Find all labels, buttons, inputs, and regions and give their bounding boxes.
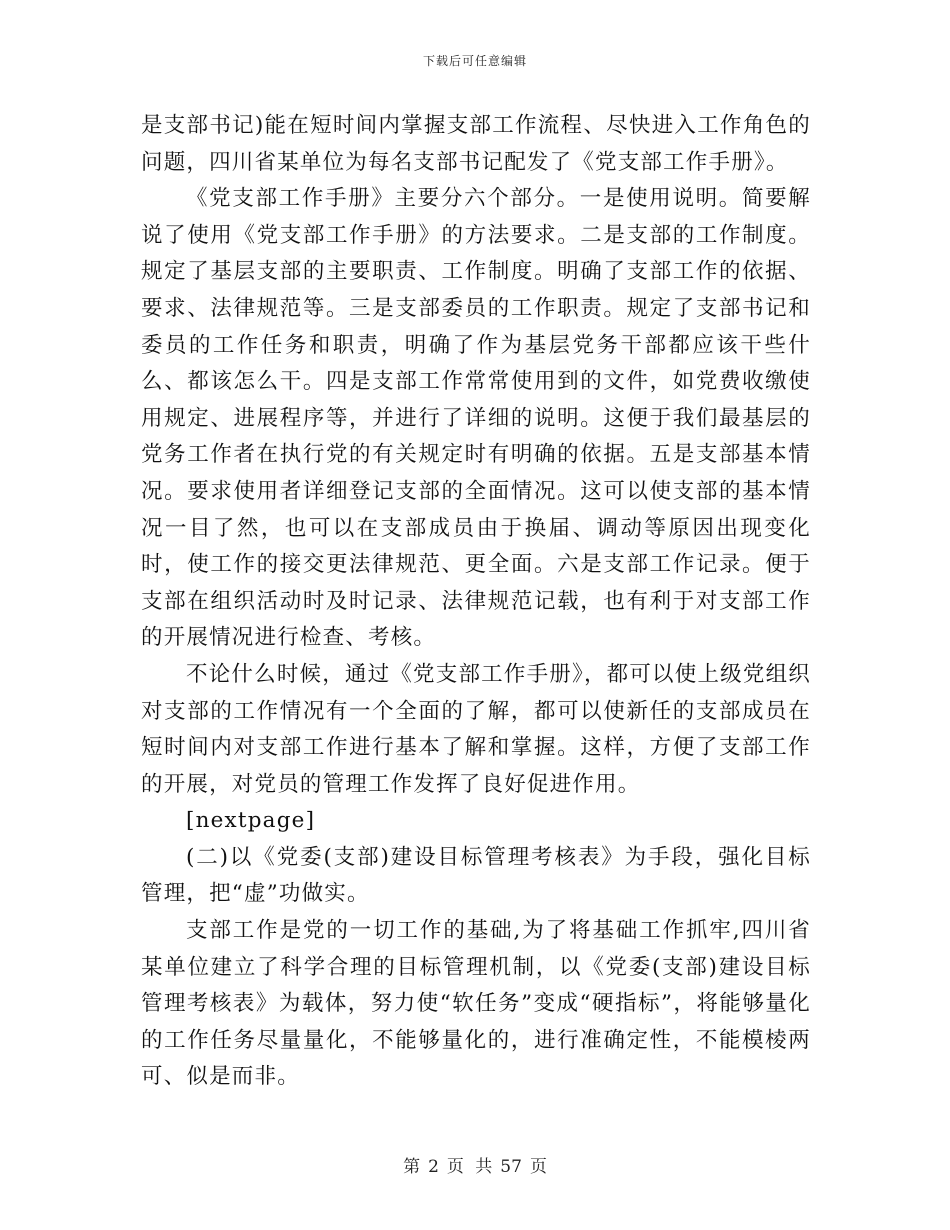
footer-middle: 页 共 (446, 1157, 493, 1177)
page-footer (0, 1152, 950, 1177)
paragraph-2: 《党支部工作手册》主要分六个部分。一是使用说明。简要解说了使用《党支部工作手册》的方法要求。二是支部的工作制度。规定了基层支部的主要职责、工作制度。明确了支部工作的依据、要求、法律规范等。三是支部委员的工作职责。规定了支部书记和委员的工作任务和职责，明确了作为基层党务干部都应该干些什么、都该怎么干。四是支部工作常常使用到的文件，如党费收缴使用规定、进展程序等，并进行了详细的说明。这便于我们最基层的党务工作者在执行党的有关规定时有明确的依据。五是支部基本情况。要求使用者详细登记支部的全面情况。这可以使支部的基本情况一目了然，也可以在支部成员由于换届、调动等原因出现变化时，使工作的接交更法律规范、更全面。六是支部工作记录。便于支部在组织活动时及时记录、法律规范记载，也有利于对支部工作的开展情况进行检查、考核。 (141, 186, 811, 651)
paragraph-1: 是支部书记)能在短时间内掌握支部工作流程、尽快进入工作角色的问题，四川省某单位为每名支部书记配发了《党支部工作手册》。 (141, 113, 811, 175)
footer-total-pages: 57 (500, 1157, 522, 1177)
footer-suffix: 页 (529, 1157, 547, 1177)
footer-page-number: 2 (428, 1157, 439, 1177)
section-heading-2: (二)以《党委(支部)建设目标管理考核表》为手段，强化目标管理，把“虚”功做实。 (141, 844, 811, 907)
paragraph-3: 不论什么时候，通过《党支部工作手册》，都可以使上级党组织对支部的工作情况有一个全面的了解，都可以使新任的支部成员在短时间内对支部工作进行基本了解和掌握。这样，方便了支部工作的开展，对党员的管理工作发挥了良好促进作用。 (141, 661, 811, 797)
nextpage-marker: [nextpage] (186, 808, 316, 834)
paragraph-4: 支部工作是党的一切工作的基础,为了将基础工作抓牢,四川省某单位建立了科学合理的目标管理机制，以《党委(支部)建设目标管理考核表》为载体，努力使“软任务”变成“硬指标”，将能够量化的工作任务尽量量化，不能够量化的，进行准确定性，不能模棱两可、似是而非。 (141, 918, 811, 1090)
footer-prefix: 第 (403, 1157, 421, 1177)
document-body (141, 108, 811, 1096)
page-header: 下载后可任意编辑 (422, 54, 527, 68)
